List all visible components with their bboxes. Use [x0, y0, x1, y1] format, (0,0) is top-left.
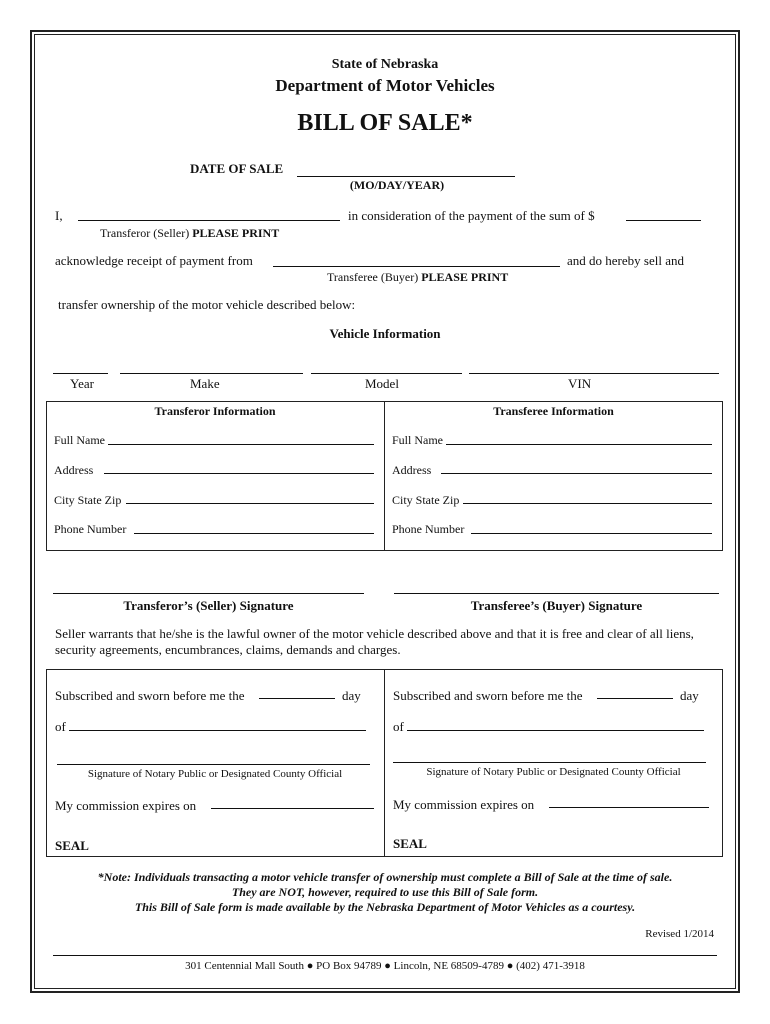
- seller-print-hint: Transferor (Seller) PLEASE PRINT: [100, 226, 280, 240]
- date-of-sale-label: DATE OF SALE: [190, 161, 284, 176]
- notary-divider: [384, 669, 385, 857]
- seller-signature-field[interactable]: [53, 593, 364, 594]
- left-sworn-day-field[interactable]: [259, 698, 335, 699]
- vin-label: VIN: [568, 376, 592, 391]
- left-of-field[interactable]: [69, 730, 366, 731]
- department-name: Department of Motor Vehicles: [275, 76, 495, 95]
- transferor-address-label: Address: [54, 463, 94, 477]
- vehicle-info-heading: Vehicle Information: [329, 326, 441, 341]
- note-line-1: *Note: Individuals transacting a motor vehicle transfer of ownership must complete a Bill of Sale at the time of sale.: [97, 870, 673, 884]
- transferee-full-name-label: Full Name: [392, 433, 443, 447]
- footer-address: 301 Centennial Mall South ● PO Box 94789 ● Lincoln, NE 68509-4789 ● (402) 471-3918: [185, 960, 585, 972]
- warranty-statement: Seller warrants that he/she is the lawful owner of the motor vehicle described above and that it is free and clear of all liens, security agreements, encumbrances, claims, demands and charges.: [55, 626, 694, 657]
- model-label: Model: [365, 376, 399, 391]
- transferee-info-heading: Transferee Information: [493, 404, 614, 418]
- right-seal-label: SEAL: [393, 836, 427, 851]
- i-prefix: I,: [55, 208, 63, 223]
- buyer-print-hint: Transferee (Buyer) PLEASE PRINT: [327, 270, 509, 284]
- note-line-2: They are NOT, however, required to use this Bill of Sale form.: [231, 885, 539, 899]
- date-of-sale-field[interactable]: [297, 176, 515, 177]
- right-commission-field[interactable]: [549, 807, 709, 808]
- transferee-phone-field[interactable]: [471, 533, 712, 534]
- right-of-label: of: [393, 719, 404, 734]
- revision-date: Revised 1/2014: [645, 928, 714, 940]
- buyer-signature-label: Transferee’s (Buyer) Signature: [470, 598, 643, 613]
- buyer-name-field[interactable]: [273, 266, 560, 267]
- right-notary-signature-label: Signature of Notary Public or Designated County Official: [426, 766, 681, 778]
- date-format-hint: (MO/DAY/YEAR): [349, 178, 445, 192]
- receipt-suffix: and do hereby sell and: [567, 253, 684, 268]
- model-field[interactable]: [311, 373, 462, 374]
- make-label: Make: [190, 376, 220, 391]
- left-commission-label: My commission expires on: [55, 798, 197, 813]
- right-sworn-day-field[interactable]: [597, 698, 673, 699]
- transferee-address-field[interactable]: [441, 473, 712, 474]
- left-notary-signature-field[interactable]: [57, 764, 370, 765]
- transferee-city-state-zip-field[interactable]: [463, 503, 712, 504]
- transfer-text: transfer ownership of the motor vehicle described below:: [58, 297, 356, 312]
- transferor-city-state-zip-field[interactable]: [126, 503, 374, 504]
- footer-divider: [53, 955, 717, 956]
- page-title: BILL OF SALE*: [297, 110, 473, 136]
- vin-field[interactable]: [469, 373, 719, 374]
- note-line-3: This Bill of Sale form is made available by the Nebraska Department of Motor Vehicles as a courtesy.: [134, 900, 636, 914]
- left-day-label: day: [342, 688, 361, 703]
- transferee-phone-label: Phone Number: [392, 522, 465, 536]
- party-info-divider: [384, 401, 385, 551]
- left-commission-field[interactable]: [211, 808, 374, 809]
- left-of-label: of: [55, 719, 66, 734]
- transferor-full-name-field[interactable]: [108, 444, 374, 445]
- make-field[interactable]: [120, 373, 303, 374]
- transferor-city-state-zip-label: City State Zip: [54, 493, 122, 507]
- state-name: State of Nebraska: [331, 57, 439, 72]
- consideration-text: in consideration of the payment of the sum of $: [348, 208, 595, 223]
- year-label: Year: [70, 376, 94, 391]
- transferee-full-name-field[interactable]: [446, 444, 712, 445]
- left-sworn-text: Subscribed and sworn before me the: [55, 688, 245, 703]
- seller-signature-label: Transferor’s (Seller) Signature: [123, 598, 294, 613]
- transferee-city-state-zip-label: City State Zip: [392, 493, 460, 507]
- transferor-phone-field[interactable]: [134, 533, 374, 534]
- transferor-address-field[interactable]: [104, 473, 374, 474]
- right-notary-signature-field[interactable]: [393, 762, 706, 763]
- seller-name-field[interactable]: [78, 220, 340, 221]
- receipt-text: acknowledge receipt of payment from: [55, 253, 253, 268]
- right-day-label: day: [680, 688, 699, 703]
- payment-amount-field[interactable]: [626, 220, 701, 221]
- left-seal-label: SEAL: [55, 838, 89, 853]
- left-notary-signature-label: Signature of Notary Public or Designated County Official: [87, 768, 343, 780]
- year-field[interactable]: [53, 373, 108, 374]
- right-of-field[interactable]: [407, 730, 704, 731]
- right-sworn-text: Subscribed and sworn before me the: [393, 688, 583, 703]
- transferor-phone-label: Phone Number: [54, 522, 127, 536]
- right-commission-label: My commission expires on: [393, 797, 535, 812]
- transferor-info-heading: Transferor Information: [154, 404, 276, 418]
- transferor-full-name-label: Full Name: [54, 433, 105, 447]
- transferee-address-label: Address: [392, 463, 432, 477]
- buyer-signature-field[interactable]: [394, 593, 719, 594]
